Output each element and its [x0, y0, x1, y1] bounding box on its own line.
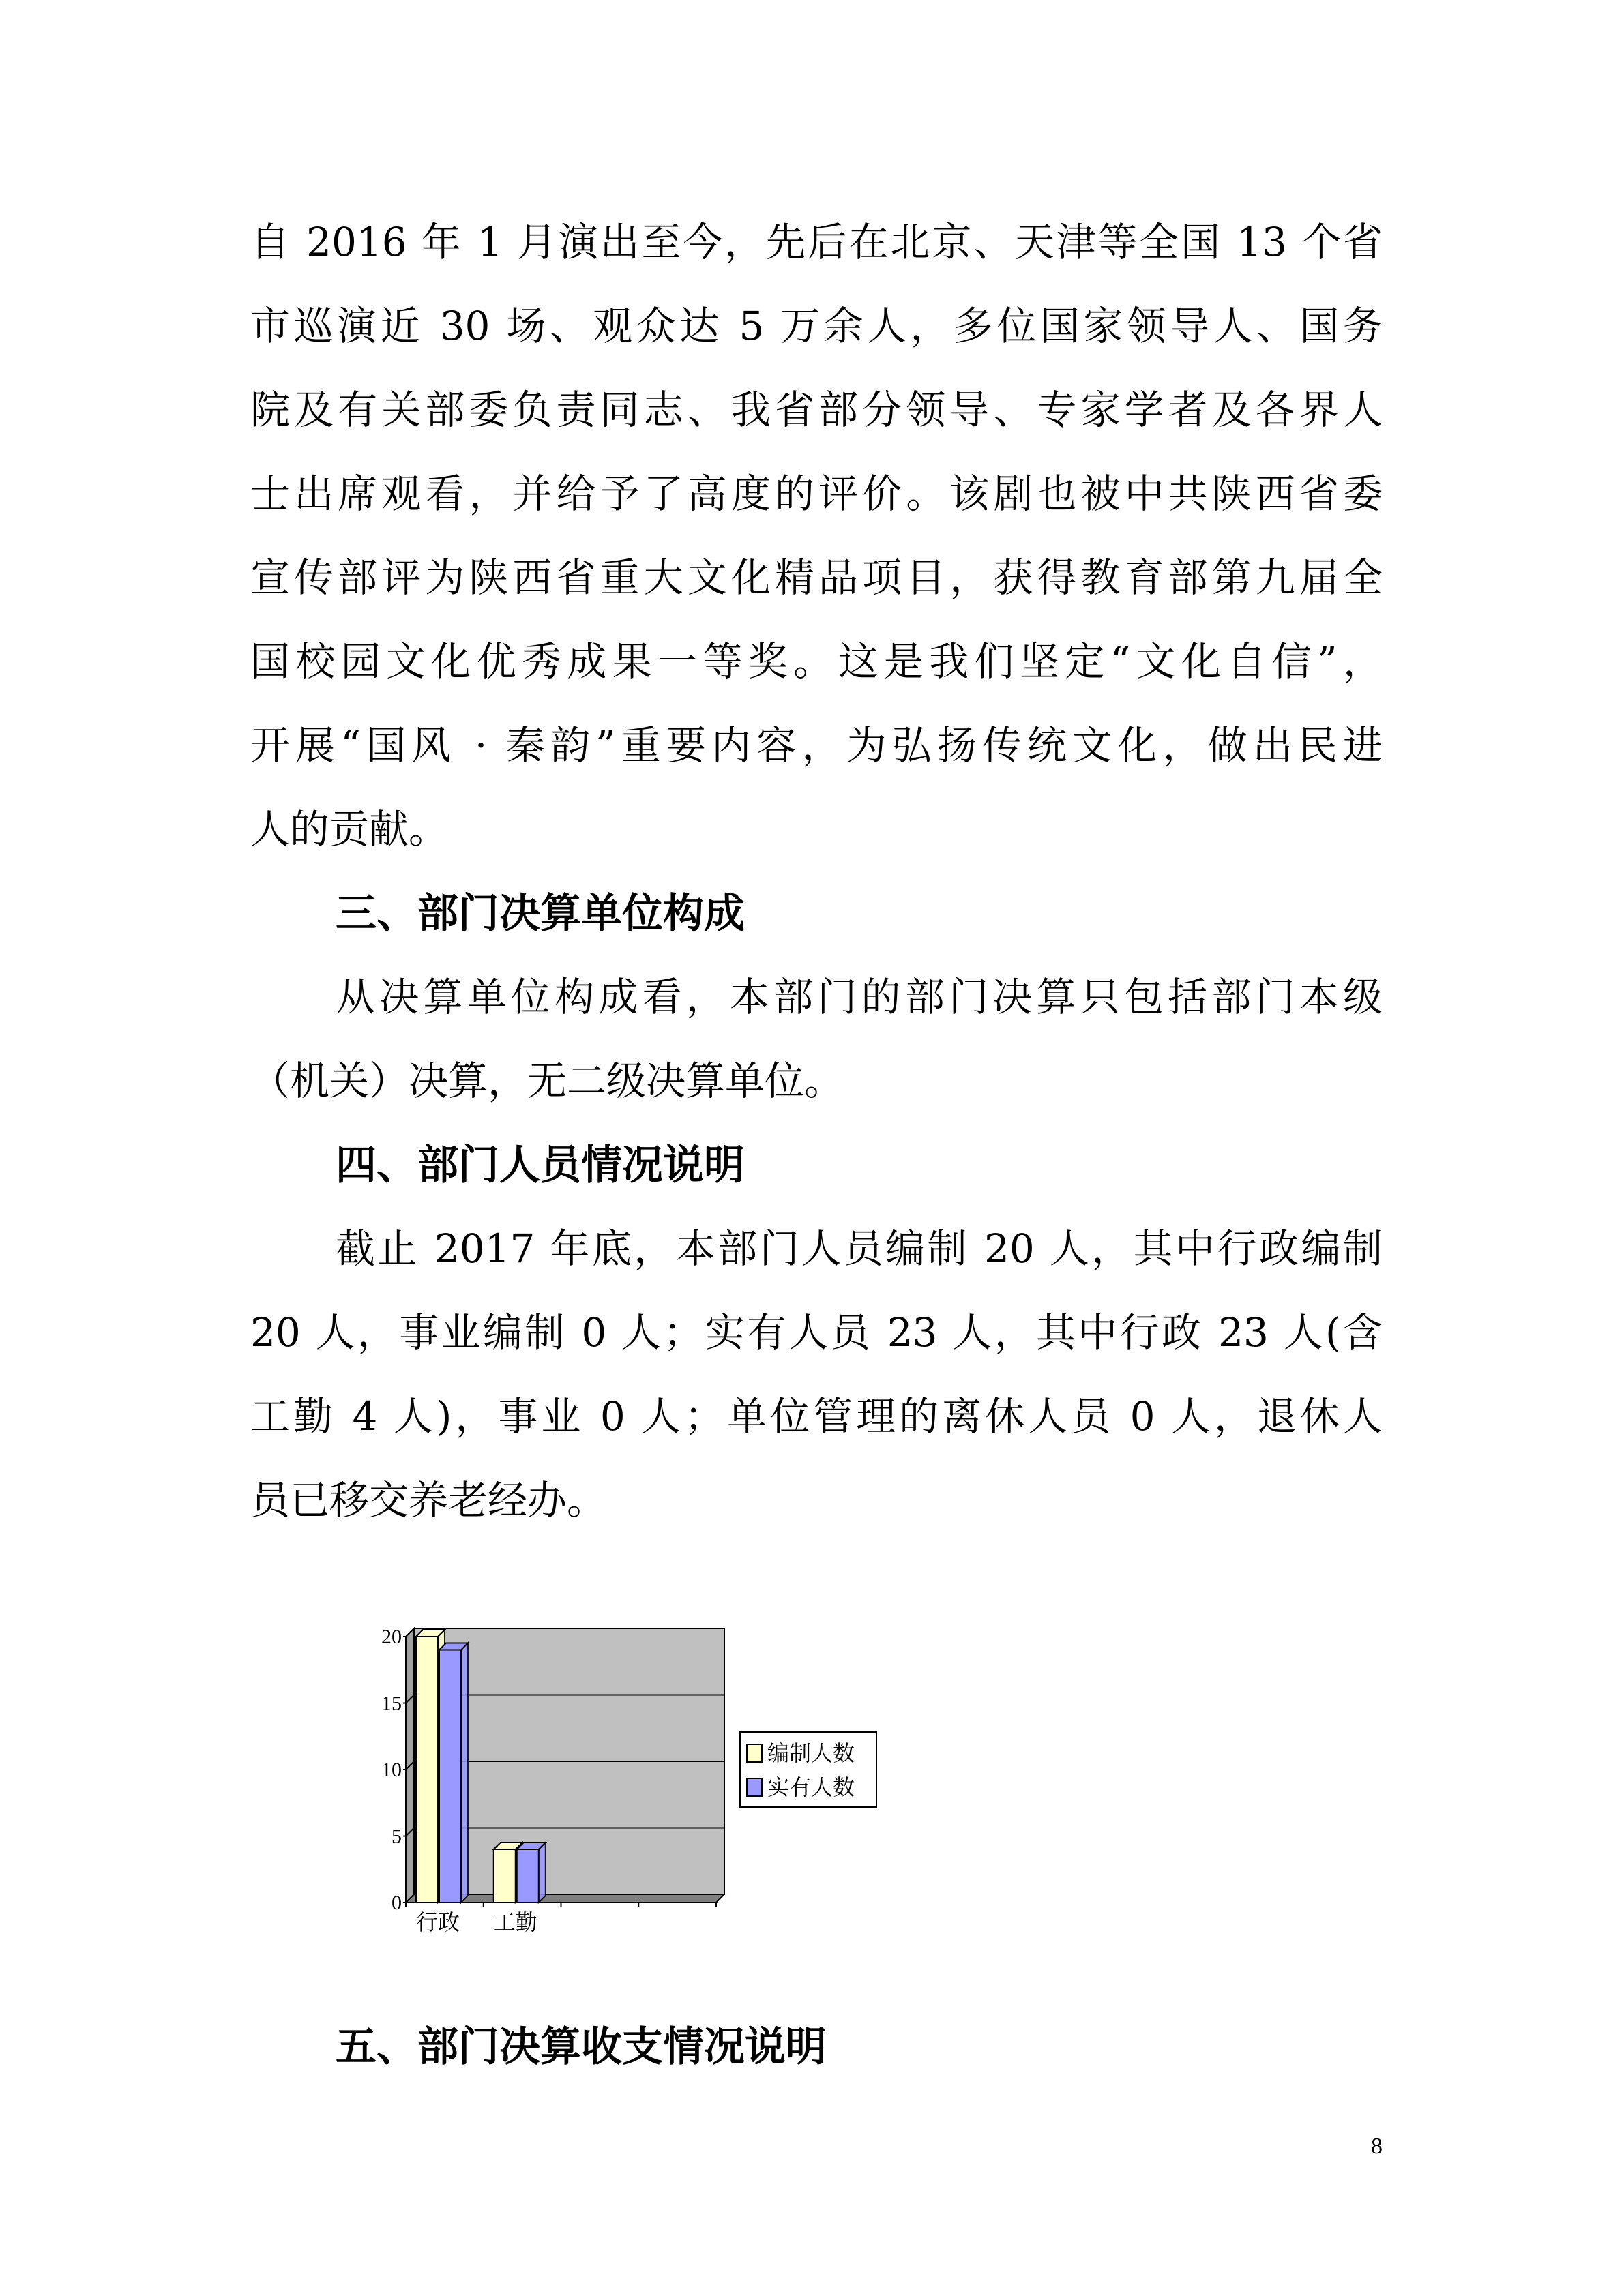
paragraph-line: 市巡演近 30 场、观众达 5 万余人，多位国家领导人、国务: [250, 303, 1383, 349]
legend-swatch: [747, 1778, 762, 1796]
paragraph-line: 国校园文化优秀成果一等奖。这是我们坚定“文化自信”，: [250, 638, 1383, 685]
x-tick-label: 工勤: [493, 1909, 537, 1935]
paragraph-line: 员已移交养老经办。: [250, 1477, 607, 1523]
paragraph-line: 士出席观看，并给予了高度的评价。该剧也被中共陕西省委: [250, 471, 1383, 517]
paragraph-line: 从决算单位构成看，本部门的部门决算只包括部门本级: [336, 974, 1383, 1020]
paragraph-line: 工勤 4 人)，事业 0 人；单位管理的离休人员 0 人，退休人: [250, 1393, 1383, 1440]
section-heading: 五、部门决算收支情况说明: [336, 2023, 827, 2071]
y-tick-label: 15: [381, 1692, 402, 1715]
y-tick-label: 20: [381, 1626, 402, 1648]
legend-swatch: [747, 1744, 762, 1762]
section-heading: 四、部门人员情况说明: [336, 1142, 745, 1189]
bar: [494, 1849, 516, 1903]
page-number: 8: [1371, 2134, 1383, 2159]
y-tick-label: 10: [381, 1759, 402, 1781]
y-tick-label: 0: [392, 1892, 402, 1914]
legend-label: 编制人数: [767, 1740, 855, 1766]
paragraph-line: （机关）决算，无二级决算单位。: [250, 1058, 844, 1104]
paragraph-line: 截止 2017 年底，本部门人员编制 20 人，其中行政编制: [336, 1225, 1383, 1272]
bar-side: [539, 1843, 546, 1903]
paragraph-line: 开展“国风 · 秦韵”重要内容，为弘扬传统文化，做出民进: [250, 722, 1383, 769]
bar: [416, 1637, 438, 1903]
staff-bar-chart: [368, 1609, 900, 1950]
section-heading: 三、部门决算单位构成: [336, 890, 745, 938]
paragraph-line: 自 2016 年 1 月演出至今，先后在北京、天津等全国 13 个省: [250, 219, 1383, 265]
paragraph-line: 宣传部评为陕西省重大文化精品项目，获得教育部第九届全: [250, 554, 1383, 601]
paragraph-line: 20 人，事业编制 0 人；实有人员 23 人，其中行政 23 人(含: [250, 1309, 1383, 1356]
paragraph-line: 人的贡献。: [250, 806, 449, 852]
bar-side: [461, 1643, 468, 1903]
bar: [517, 1849, 539, 1903]
legend-label: 实有人数: [767, 1774, 855, 1800]
y-tick-label: 5: [392, 1825, 402, 1848]
x-tick-label: 行政: [415, 1909, 460, 1935]
bar: [439, 1650, 461, 1903]
paragraph-line: 院及有关部委负责同志、我省部分领导、专家学者及各界人: [250, 387, 1383, 433]
